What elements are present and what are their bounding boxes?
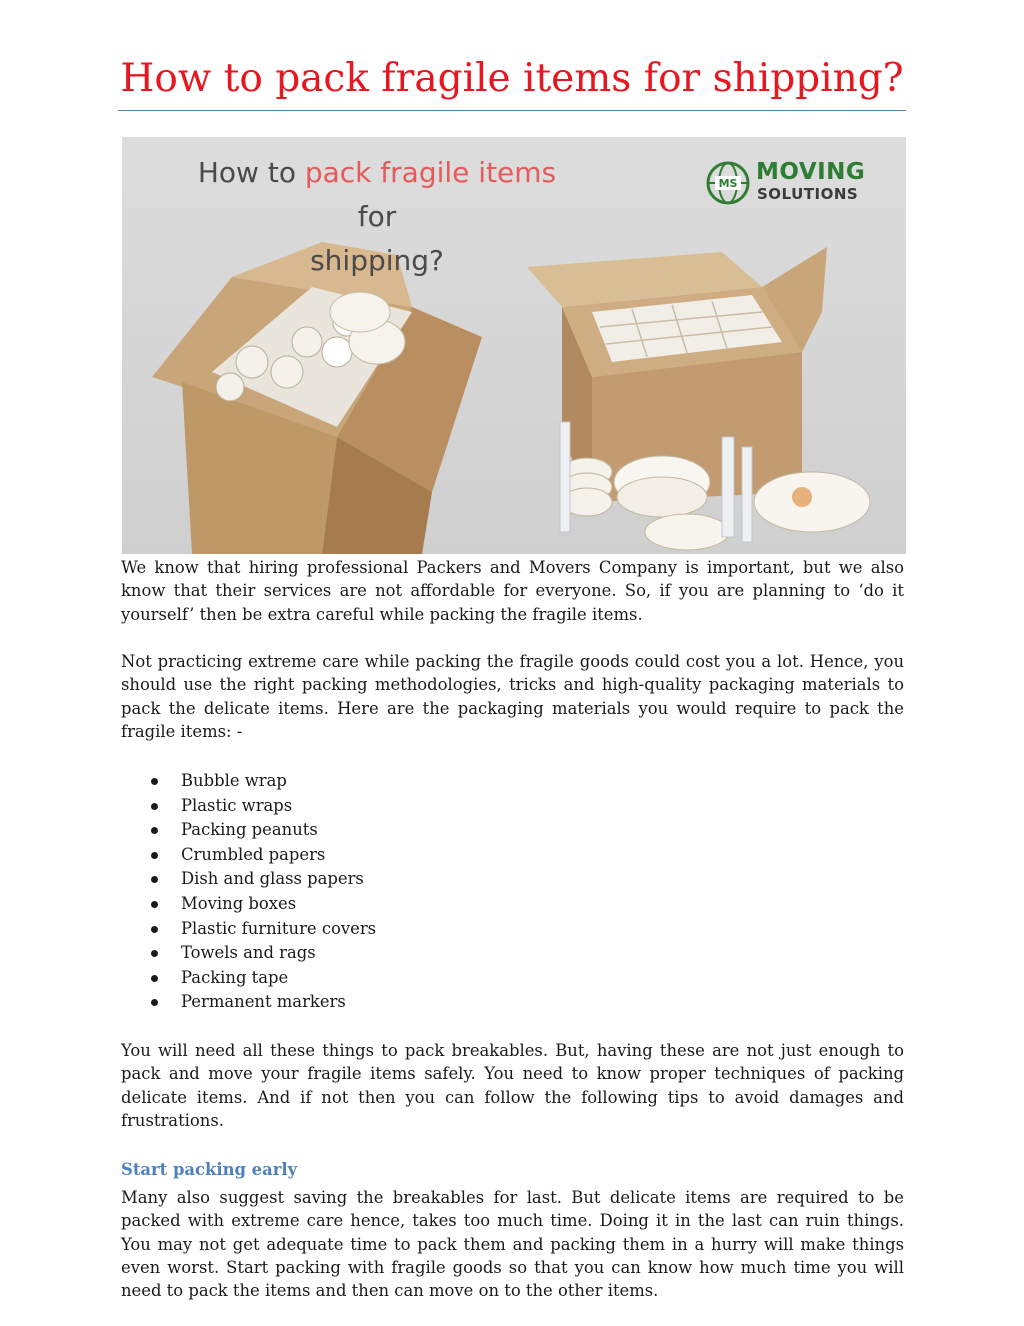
bullet-icon (151, 778, 158, 785)
bullet-icon (151, 975, 158, 982)
bullet-icon (151, 803, 158, 810)
bullet-icon (151, 876, 158, 883)
list-item-label: Bubble wrap (181, 771, 287, 790)
bullet-icon (151, 999, 158, 1006)
list-item-label: Plastic furniture covers (181, 918, 377, 938)
list-item (149, 818, 376, 843)
page-title: How to pack fragile items for shipping? (120, 56, 904, 101)
list-item (149, 941, 376, 966)
list-item (149, 794, 376, 819)
list-item-label: Packing peanuts (181, 820, 318, 840)
hero-heading-line2: shipping? (310, 244, 444, 277)
list-item-label: Dish and glass papers (181, 869, 364, 889)
hero-heading-highlight: pack fragile items (304, 156, 557, 189)
list-item-label: Towels and rags (181, 943, 316, 963)
list-item-label: Plastic wraps (181, 795, 293, 815)
list-item (149, 917, 376, 942)
list-item (149, 843, 376, 868)
materials-intro-paragraph: Not practicing extreme care while packing the fragile goods could cost you a lot. Hence, you should use the right packing methodologies, tricks and high-quality packaging materials to pack the delicate items. Here are the packaging materials you would require to pack the fragile items: - (121, 652, 904, 741)
intro-paragraph: We know that hiring professional Packers and Movers Company is important, but we also know that their services are not affordable for everyone. So, if you are planning to ‘do it yourself’ then be extra careful while packing the fragile items. (121, 558, 904, 624)
list-item-label: Moving boxes (181, 893, 297, 913)
bullet-icon (151, 852, 158, 859)
list-item (149, 892, 376, 917)
materials-list (149, 769, 376, 1015)
bullet-icon (151, 827, 158, 834)
list-item-label: Packing tape (181, 967, 289, 987)
section-heading: Start packing early (121, 1160, 298, 1179)
title-underline (118, 110, 906, 111)
hero-image (122, 137, 906, 554)
bullet-icon (151, 926, 158, 933)
bullet-icon (151, 950, 158, 957)
list-item (149, 769, 376, 794)
start-early-paragraph: Many also suggest saving the breakables for last. But delicate items are required to be packed with extreme care hence, takes too much time. Doing it in the last can ruin things. You may not get adequate time to pack them and packing them in a hurry will make things even worst. Start packing with fragile goods so that you can know how much time you will need to pack the items and then can move on to the other items. (121, 1188, 904, 1301)
list-item (149, 867, 376, 892)
hero-heading-part1: How to (197, 156, 305, 189)
logo-line2: SOLUTIONS (757, 185, 859, 203)
hero-heading (177, 151, 577, 283)
logo-line1: MOVING (756, 159, 866, 185)
logo-badge-text: MS (718, 177, 738, 190)
list-item (149, 990, 376, 1015)
globe-icon (706, 161, 750, 205)
list-item-label: Permanent markers (181, 992, 346, 1012)
list-item-label: Crumbled papers (181, 844, 326, 864)
list-item (149, 966, 376, 991)
techniques-paragraph: You will need all these things to pack breakables. But, having these are not just enough to pack and move your fragile items safely. You need to know proper techniques of packing delicate items. And if not then you can follow the following tips to avoid damages and frustrations. (121, 1041, 904, 1130)
bullet-icon (151, 901, 158, 908)
hero-heading-part2: for (357, 200, 397, 233)
